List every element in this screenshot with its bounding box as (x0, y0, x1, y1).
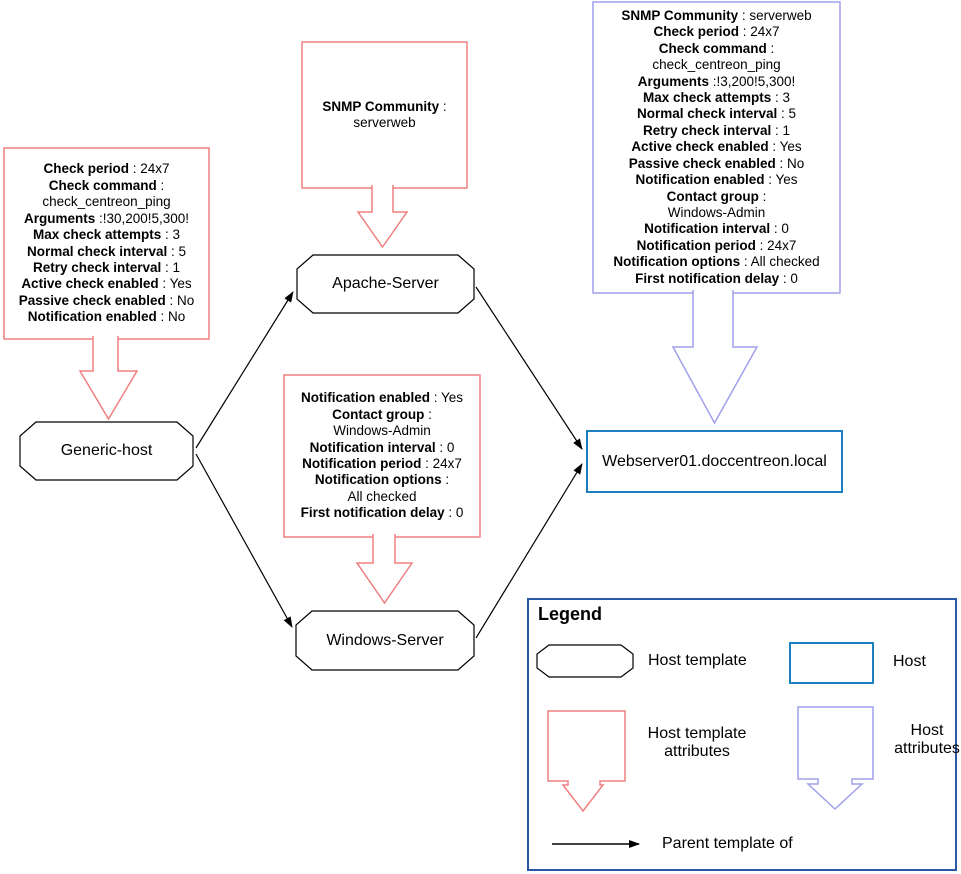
apache-snmp-attrs-arrow (358, 185, 407, 247)
attribute-line: Notification enabled : Yes (300, 390, 464, 406)
attribute-line: First notification delay : 0 (635, 270, 798, 286)
legend-host-label: Host (893, 653, 926, 670)
legend-host-template-label: Host template (648, 652, 747, 669)
attribute-line: Active check enabled : Yes (21, 276, 192, 292)
attribute-line: serverweb (353, 115, 416, 130)
attribute-line: Windows-Admin (667, 204, 766, 220)
attribute-line: Notification period : 24x7 (302, 456, 462, 471)
webserver-host-attrs-box (593, 2, 840, 293)
attribute-line: Contact group : (666, 188, 767, 204)
apache-snmp-box (302, 42, 467, 188)
legend-title: Legend (538, 604, 603, 624)
legend-host-template-attributes-label: Host template attributes (647, 725, 747, 760)
generic-host-attrs-box (4, 148, 209, 339)
edge-generic-host-to-windows-server (196, 454, 292, 627)
attribute-line: Normal check interval : 5 (636, 106, 797, 122)
attribute-line: Contact group : (332, 406, 432, 422)
webserver-host-attrs-arrow (673, 290, 757, 423)
attribute-line: Notification options : (314, 472, 450, 488)
attribute-line: Normal check interval : 5 (26, 243, 187, 259)
attribute-line: Retry check interval : 1 (642, 122, 791, 138)
attribute-line: Windows-Admin (333, 423, 431, 439)
attribute-line: Arguments :!30,200!5,300! (23, 210, 190, 226)
attribute-line: SNMP Community : serverweb (621, 8, 812, 24)
attribute-line: Check command : (48, 177, 165, 193)
attribute-line: check_centreon_ping (42, 194, 171, 210)
attribute-line: All checked (347, 488, 417, 504)
generic-host-node: Generic-host (60, 442, 153, 459)
attribute-line: Passive check enabled : No (628, 155, 805, 171)
attribute-line: Max check attempts : 3 (32, 227, 181, 243)
attribute-line: Max check attempts : 3 (642, 90, 791, 106)
edge-apache-server-to-webserver (476, 287, 582, 449)
edge-generic-host-to-apache-server (196, 292, 293, 448)
legend-parent-template-of-label: Parent template of (662, 835, 793, 852)
windows-notifications-attrs-arrow (357, 534, 412, 603)
legend-host-shape (790, 643, 873, 683)
attribute-line: Check period : 24x7 (653, 24, 780, 40)
attribute-line: Active check enabled : Yes (631, 139, 802, 155)
attribute-line: Check command : (658, 40, 775, 56)
attribute-line: Retry check interval : 1 (32, 259, 181, 275)
windows-notifications-box (284, 375, 480, 537)
attribute-line: Notification enabled : Yes (635, 172, 798, 188)
attribute-line: Notification interval : 0 (644, 221, 789, 237)
attribute-line: Arguments :!3,200!5,300! (637, 73, 796, 89)
attribute-line: Notification options : All checked (613, 254, 820, 270)
attribute-line: SNMP Community : (322, 98, 447, 114)
legend-host-template-shape (537, 645, 633, 677)
webserver-node: Webserver01.doccentreon.local (602, 452, 827, 470)
legend-host-attributes-label: Host attributes (894, 722, 960, 757)
apache-server-node: Apache-Server (332, 275, 439, 292)
attribute-line: First notification delay : 0 (300, 505, 464, 521)
attribute-line: Passive check enabled : No (18, 292, 195, 308)
windows-server-node: Windows-Server (326, 631, 444, 649)
generic-host-attrs-arrow (80, 336, 137, 419)
attribute-line: Notification enabled : No (27, 309, 186, 325)
attribute-line: check_centreon_ping (652, 57, 781, 73)
attribute-line: Notification interval : 0 (309, 439, 455, 455)
attribute-line: Check period : 24x7 (43, 161, 170, 177)
attribute-line: Notification period : 24x7 (636, 237, 797, 253)
